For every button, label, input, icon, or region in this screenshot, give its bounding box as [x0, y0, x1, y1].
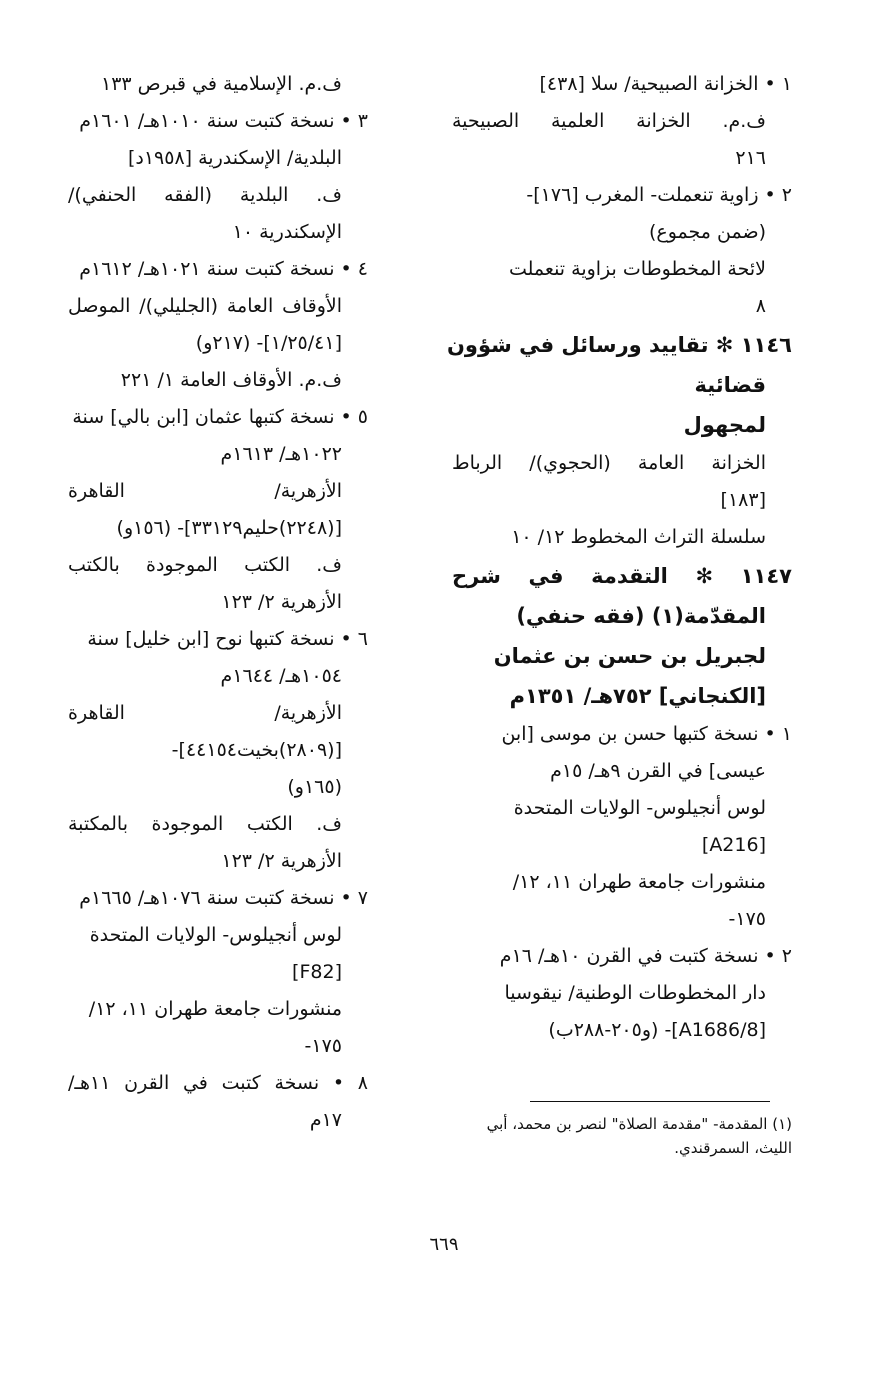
left-column-line: الأزهرية ٢/ ١٢٣ — [221, 850, 342, 872]
right-column-line: سلسلة التراث المخطوط ١٢/ ١٠ — [511, 526, 766, 548]
right-column-line: الخزانة العامة (الحجوي)/ الرباط — [452, 452, 766, 474]
left-column-line: ٦ • نسخة كتبها نوح [ابن خليل] سنة — [87, 628, 368, 650]
right-column-line: ف.م. الخزانة العلمية الصبيحية — [452, 110, 766, 132]
left-column-line: ف. البلدية (الفقه الحنفي)/ — [68, 184, 342, 206]
left-column-line: الأوقاف العامة (الجليلي)/ الموصل — [68, 295, 342, 317]
right-column-line: ٢ • نسخة كتبت في القرن ١٠هـ/ ١٦م — [499, 945, 792, 967]
right-column-line: [١٨٣] — [720, 489, 766, 511]
left-column-line: الأزهرية ٢/ ١٢٣ — [221, 591, 342, 613]
left-column-line: الأزهرية/ القاهرة — [68, 702, 342, 724]
left-column-line: ٨ • نسخة كتبت في القرن ١١هـ/ — [68, 1072, 368, 1094]
left-column-line: ف.م. الإسلامية في قبرص ١٣٣ — [101, 73, 342, 95]
left-column-line: منشورات جامعة طهران ١١، ١٢/ — [88, 998, 342, 1020]
left-column-line: ١٧٥- — [304, 1035, 342, 1057]
right-column-line: ١ • نسخة كتبها حسن بن موسى [ابن — [501, 723, 792, 745]
right-column — [446, 66, 792, 1049]
left-column-line: ف.م. الأوقاف العامة ١/ ٢٢١ — [120, 369, 342, 391]
left-column-line: ٧ • نسخة كتبت سنة ١٠٧٦هـ/ ١٦٦٥م — [79, 887, 368, 909]
right-column-line: منشورات جامعة طهران ١١، ١٢/ — [512, 871, 766, 893]
left-column-line: [F82] — [292, 961, 342, 983]
right-column-line: عيسى] في القرن ٩هـ/ ١٥م — [550, 760, 766, 782]
right-column-line: ١ • الخزانة الصبيحية/ سلا [٤٣٨] — [539, 73, 792, 95]
left-column-line: ف. الكتب الموجودة بالكتب — [68, 554, 342, 576]
right-column-line: ١١٤٦ ✻ تقاييد ورسائل في شؤون — [446, 333, 792, 357]
left-column-line: ف. الكتب الموجودة بالمكتبة — [68, 813, 342, 835]
right-column-line: ١٧٥- — [728, 908, 766, 930]
right-column-line: لجبريل بن حسن بن عثمان — [493, 644, 766, 668]
right-column-line: لوس أنجيلوس- الولايات المتحدة — [513, 797, 766, 819]
left-column-line: [(٢٨٠٩)بخيت٤٤١٥٤]- — [171, 739, 342, 761]
left-column-line: [(٢٢٤٨)حليم٣٣١٢٩]- (١٥٦و) — [116, 517, 342, 539]
right-column-line: (ضمن مجموع) — [648, 221, 766, 243]
page-number: ٦٦٩ — [429, 1234, 459, 1255]
right-column-line: ١١٤٧ ✻ التقدمة في شرح — [452, 564, 792, 588]
footnote-divider — [530, 1101, 770, 1102]
left-column-line: ٥ • نسخة كتبها عثمان [ابن بالي] سنة — [72, 406, 368, 428]
right-column-line: المقدّمة(١) (فقه حنفي) — [516, 604, 766, 628]
right-column-line: لمجهول — [683, 413, 766, 437]
left-column-line: ٣ • نسخة كتبت سنة ١٠١٠هـ/ ١٦٠١م — [79, 110, 368, 132]
right-column-line: ٨ — [755, 295, 766, 317]
left-column-line: [١/٢٥/٤١]- (٢١٧و) — [195, 332, 342, 354]
left-column — [68, 66, 368, 1139]
right-column-line: [الكنجاني] ٧٥٢هـ/ ١٣٥١م — [509, 684, 766, 708]
footnote: (١) المقدمة- "مقدمة الصلاة" لنصر بن محمد، أبي الليث، السمرقندي. — [486, 1115, 792, 1157]
left-column-line: (١٦٥و) — [287, 776, 342, 798]
right-column-line: ٢١٦ — [735, 147, 766, 169]
right-column-line: قضائية — [694, 373, 766, 397]
right-column-line: ٢ • زاوية تنعملت- المغرب [١٧٦]- — [526, 184, 792, 206]
left-column-line: البلدية/ الإسكندرية [١٩٥٨د] — [127, 147, 342, 169]
left-column-line: الإسكندرية ١٠ — [232, 221, 342, 243]
left-column-line: لوس أنجيلوس- الولايات المتحدة — [89, 924, 342, 946]
right-column-line: دار المخطوطات الوطنية/ نيقوسيا — [504, 982, 766, 1004]
right-column-line: [A216] — [701, 834, 766, 856]
left-column-line: ١٠٢٢هـ/ ١٦١٣م — [220, 443, 342, 465]
right-column-line: لائحة المخطوطات بزاوية تنعملت — [508, 258, 766, 280]
left-column-line: ١٧م — [309, 1109, 342, 1131]
left-column-line: ١٠٥٤هـ/ ١٦٤٤م — [220, 665, 342, 687]
left-column-line: ٤ • نسخة كتبت سنة ١٠٢١هـ/ ١٦١٢م — [79, 258, 368, 280]
right-column-line: [A1686/8]- (و٢٠٥-٢٨٨ب) — [548, 1019, 766, 1041]
left-column-line: الأزهرية/ القاهرة — [68, 480, 342, 502]
